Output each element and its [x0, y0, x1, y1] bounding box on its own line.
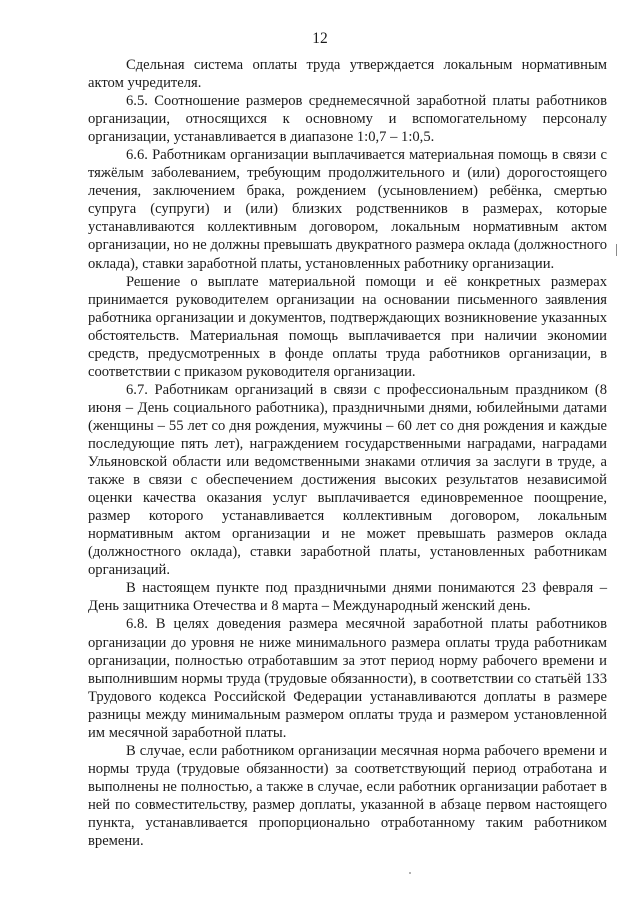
- paragraph-piecework-system: Сдельная система оплаты труда утверждается локальным нормативным актом учредителя.: [88, 57, 607, 92]
- scan-artifact-mark: [616, 244, 617, 256]
- paragraph-partial-norm: В случае, если работником организации месячная норма рабочего времени и нормы труда (трудовые обязанности) за соответствующий период отработана и выполнены не полностью, а также в случае, если работник организации работает в ней по совместительству, размер доплаты, указанной в абзаце первом настоящего пункта, устанавливается пропорционально отработанному таким работником времени.: [88, 742, 607, 850]
- paragraph-holidays-definition: В настоящем пункте под праздничными днями понимаются 23 февраля – День защитника Отечества и 8 марта – Международный женский день.: [88, 580, 607, 615]
- paragraph-6-8-minimum-wage: 6.8. В целях доведения размера месячной заработной платы работников организации до уровня не ниже минимального размера оплаты труда работникам организации, полностью отработавшим за этот период норму рабочего времени и выполнившим нормы труда (трудовые обязанности), в соответствии со статьёй 133 Трудового кодекса Российской Федерации устанавливаются доплаты в размере разницы между минимальным размером оплаты труда и размером установленной им месячной заработной платы.: [88, 616, 607, 741]
- scan-artifact-dot: [409, 872, 411, 874]
- document-body: [88, 56, 607, 850]
- paragraph-6-5-salary-ratio: 6.5. Соотношение размеров среднемесячной заработной платы работников организации, относящихся к основному и вспомогательному персоналу организации, устанавливается в диапазоне 1:0,7 – 1:0,5.: [88, 93, 607, 146]
- page-number: 12: [312, 30, 328, 47]
- paragraph-material-aid-decision: Решение о выплате материальной помощи и её конкретных размерах принимается руководителем организации на основании письменного заявления работника организации и документов, подтверждающих возникновение указанных обстоятельств. Материальная помощь выплачивается при наличии экономии средств, предусмотренных в фонде оплаты труда работников организации, в соответствии с приказом руководителя организации.: [88, 273, 607, 380]
- paragraph-6-6-material-aid: 6.6. Работникам организации выплачивается материальная помощь в связи с тяжёлым заболеванием, требующим продолжительного и (или) дорогостоящего лечения, заключением брака, рождением (усыновлением) ребёнка, смертью супруга (супруги) и (или) близких родственников в размерах, которые устанавливаются коллективным договором, локальным нормативным актом организации, но не должны превышать двукратного размера оклада (должностного оклада), ставки заработной платы, установленных работнику организации.: [88, 147, 607, 272]
- paragraph-6-7-bonuses: 6.7. Работникам организаций в связи с профессиональным праздником (8 июня – День социального работника), праздничными днями, юбилейными датами (женщины – 55 лет со дня рождения, мужчины – 60 лет со дня рождения и каждые последующие пять лет), награждением государственными наградами, наградами Ульяновской области или ведомственными знаками отличия за заслуги в труде, а также в связи с обеспечением достижения высоких результатов независимой оценки качества оказания услуг выплачивается единовременное поощрение, размер которого устанавливается коллективным договором, локальным нормативным актом организации и не может превышать размеров оклада (должностного оклада), ставки заработной платы, установленных работникам организаций.: [88, 381, 607, 579]
